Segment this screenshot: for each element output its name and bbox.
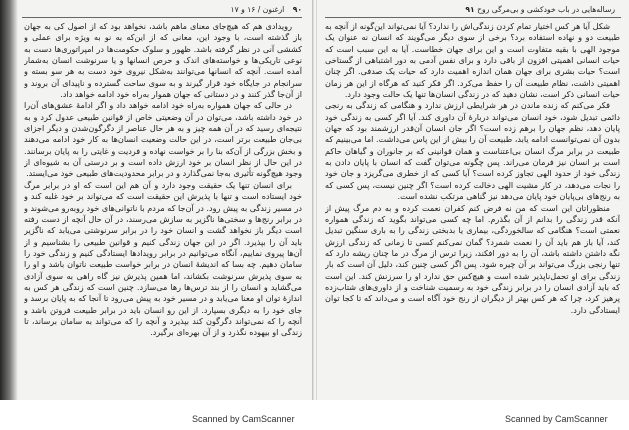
paragraph: شکل آیا هر کس اختیار تمام کردن زندگی‌اش را ندارد؟ آیا نمی‌تواند این‌گونه از آنچه به طبیعت دو و نهاده استفاده برد؟ برخی از سوی دیگر می‌گویند که انسان نه عنوان یک موجود الهی با بقیه متفاوت است و این برای جهان خطاست. آیا به این سبب است که حیات انسانی اهمیتی افزون از باقی دارد و برای نفس آدمی به دور اشتباهی از گستاخی است؟ حیات بشری برای جهان همان اندازه اهمیت دارد که حیات یک صدفی. اگر چنان اهمیتی داشت، نظام طبیعت آن را حفظ می‌کرد. اگر فکر کنید که هرگاه از این هر زمان حیات انسانی ذکر است، نشان دهید که در زندگی انسان‌ها تنها یک حالت وجود دارد. [325,21,620,100]
right-running-title: رساله‌هایی در باب خودکشی و بی‌مرگی روح [477,5,615,14]
paragraph: برای انسان تنها یک حقیقت وجود دارد و آن هم این است که او در برابر مرگ خود ایستاده است و تنها با پذیرش این حقیقت است که می‌تواند بر خود غلبه کند و در مسیر زندگی به پیش رود. در آن‌جا که مردم با ناتوانی‌های خود روبه‌رو می‌شوند و در برابر رنج‌ها و سختی‌ها ناگزیر به سازش می‌رسند، در آن حال آنچه از دست رفته است دیگر باز نخواهد گشت و انسان خود را در برابر سرنوشتی می‌یابد که ناگزیر باید آن را بپذیرد. اگر در این جهان زندگی کنیم و قوانین طبیعی را بشناسیم و از آن‌ها پیروی نماییم، آنگاه می‌توانیم در برابر رویدادها ایستادگی کنیم و زندگی خود را سامان دهیم. چه بسا که اندیشهٔ انسان در برابر خواست طبیعت ناتوان باشد و او را به سوی پذیرش سرنوشت بکشاند، اما همین پذیرش نیز گاه راهی به سوی آزادی می‌گشاید و انسان را از بند ترس‌ها رها می‌سازد. چنین است که زندگی هر کس به اندازهٔ توان او معنا می‌یابد و در مسیر خود به پیش می‌رود تا آنجا که به پایان برسد و جای خود را به دیگری بسپارد. از این رو انسان باید در برابر طبیعت فروتن باشد و آنچه را که نمی‌تواند دگرگون کند بپذیرد و آنچه را که می‌تواند به سامان برساند، تا زندگی او بیهوده نگذرد و از آن بهره‌ای برگیرد. [24,179,302,338]
right-page-body [325,21,620,397]
right-page-header [325,4,621,16]
scanner-watermark-left: Scanned by CamScanner [192,414,295,424]
left-page-body [24,21,302,391]
right-header-rule [325,17,621,18]
left-header-rule [22,17,302,18]
paragraph: در حالی که جهان همواره به‌راه خود ادامه خواهد داد و اگر ادامهٔ عشق‌های آن‌را در خود داشته باشد، می‌توان در آن وضعیتی خاص از قوانین طبیعی عدول کرد و به نتیجه‌ای رسید که در آن همه چیز و به هر حال عناصر از دگرگون‌شدن و دیگر اجزای بی‌جان طبیعت برتر است، در این حالت وضعیت انسان‌ها به کار خود ادامه می‌دهند و بخش بزرگی از آن‌که بنا را بر خواست نهاده و فردیت و غایتی را به پایان برسانند. در این حال از نظر انسان بر خود ارزش داده است و بر درستی آن به شیوه‌ای از وجود هیچ‌گونه تأثیری به‌جا نمی‌گذارد و در برابر محدودیت‌های طبیعی خود می‌ایستد. [24,100,302,179]
paragraph: فکر می‌کنم که زنده ماندن در هر شرایطی ارزش ندارد و هنگامی که زندگی به رنجی دائمی تبدیل شود، خود انسان می‌تواند دربارهٔ آن داوری کند. آیا اگر کسی به زندگی خود پایان دهد، نظم جهان را برهم زده است؟ اگر جان انسان آن‌قدر ارزشمند بود که جهان بدون آن نمی‌توانست ادامه یابد، طبیعت آن را بیش از این پاس می‌داشت. اما می‌بینیم که طبیعت در برابر مرگ انسان بی‌اعتناست و همان قوانینی که بر جانوران و گیاهان حاکم است بر انسان نیز فرمان می‌راند. پس چگونه می‌توان گفت که انسان با پایان دادن به زندگی خود از حدود الهی تجاوز کرده است؟ آیا کسی که از خطری می‌گریزد و جان خود را نجات می‌دهد، در کار مشیت الهی دخالت کرده است؟ اگر چنین نیست، پس کسی که به رنج‌های بی‌پایان خود پایان می‌دهد نیز گناهی مرتکب نشده است. [325,100,620,202]
scanner-watermark-right: Scanned by CamScanner [505,414,608,424]
right-page-number: ۹۱ [465,5,475,14]
left-running-title: ارغنون / ۱۶ و ۱۷ [230,5,285,14]
right-book-page [317,0,629,400]
paragraph: رویدادی هم که هیچ‌جای معنای ماهم باشد، نخواهد بود که از اصول کی به جهان باز گذشته است، با وجود این، معانی که از این‌که به نو به ویژه برای عملی و کششی آنی در نظر گرفته باشد. ظهور و سلوک حکومت‌ها در امپراتوری‌ها دست به نوعی تاریکی‌ها و خواسته‌های اندک و حرص انسانها و یا سرنوشت انسان به‌شمار آمده است. آنچه که انسانها می‌توانند به‌شکل نیروی خود دست به هر سو بسته و سرانجام در جایگاه خود قرار گیرند و به سوی ساحت گسترده و ناپیدای آن بروند و از آن‌جا گذر کنند و در دستانی که جهان هموار به‌راه خود ادامه خواهد داد. [24,21,302,100]
left-page-header [22,4,302,16]
paragraph: منظوراتان این است که من نه فرض کنم کفران نعمت کرده و به دم مرگ پیش از آنکه قدر زندگی را بدانم از آن بگذرم. اما چه کسی می‌تواند بگوید که زندگی همواره نعمتی است؟ هنگامی که سالخوردگی، بیماری یا بدبختی زندگی را به باری سنگین تبدیل کند، آیا باز هم باید آن را نعمت شمرد؟ گمان نمی‌کنم کسی تا زمانی که زندگی ارزش نگه داشتن داشته باشد، آن را به دور افکند، زیرا ترس از مرگ در ما چنان ریشه دارد که تنها رنجی بزرگ می‌تواند بر آن چیره شود. پس اگر کسی چنین کند، دلیل آن است که بار زندگی برای او تحمل‌ناپذیر شده است و هیچ‌کس حق ندارد او را سرزنش کند. این است که باید آزادی انسان را در برابر زندگی خود به رسمیت شناخت و از داوری‌های شتاب‌زده پرهیز کرد، چرا که هر کس بهتر از دیگران از رنج خود آگاه است و می‌داند که تا کجا توان ایستادگی دارد. [325,202,620,315]
page-shadow-edge [0,0,18,400]
left-book-page [0,0,312,400]
left-page-number: ۹۰ [292,5,302,14]
